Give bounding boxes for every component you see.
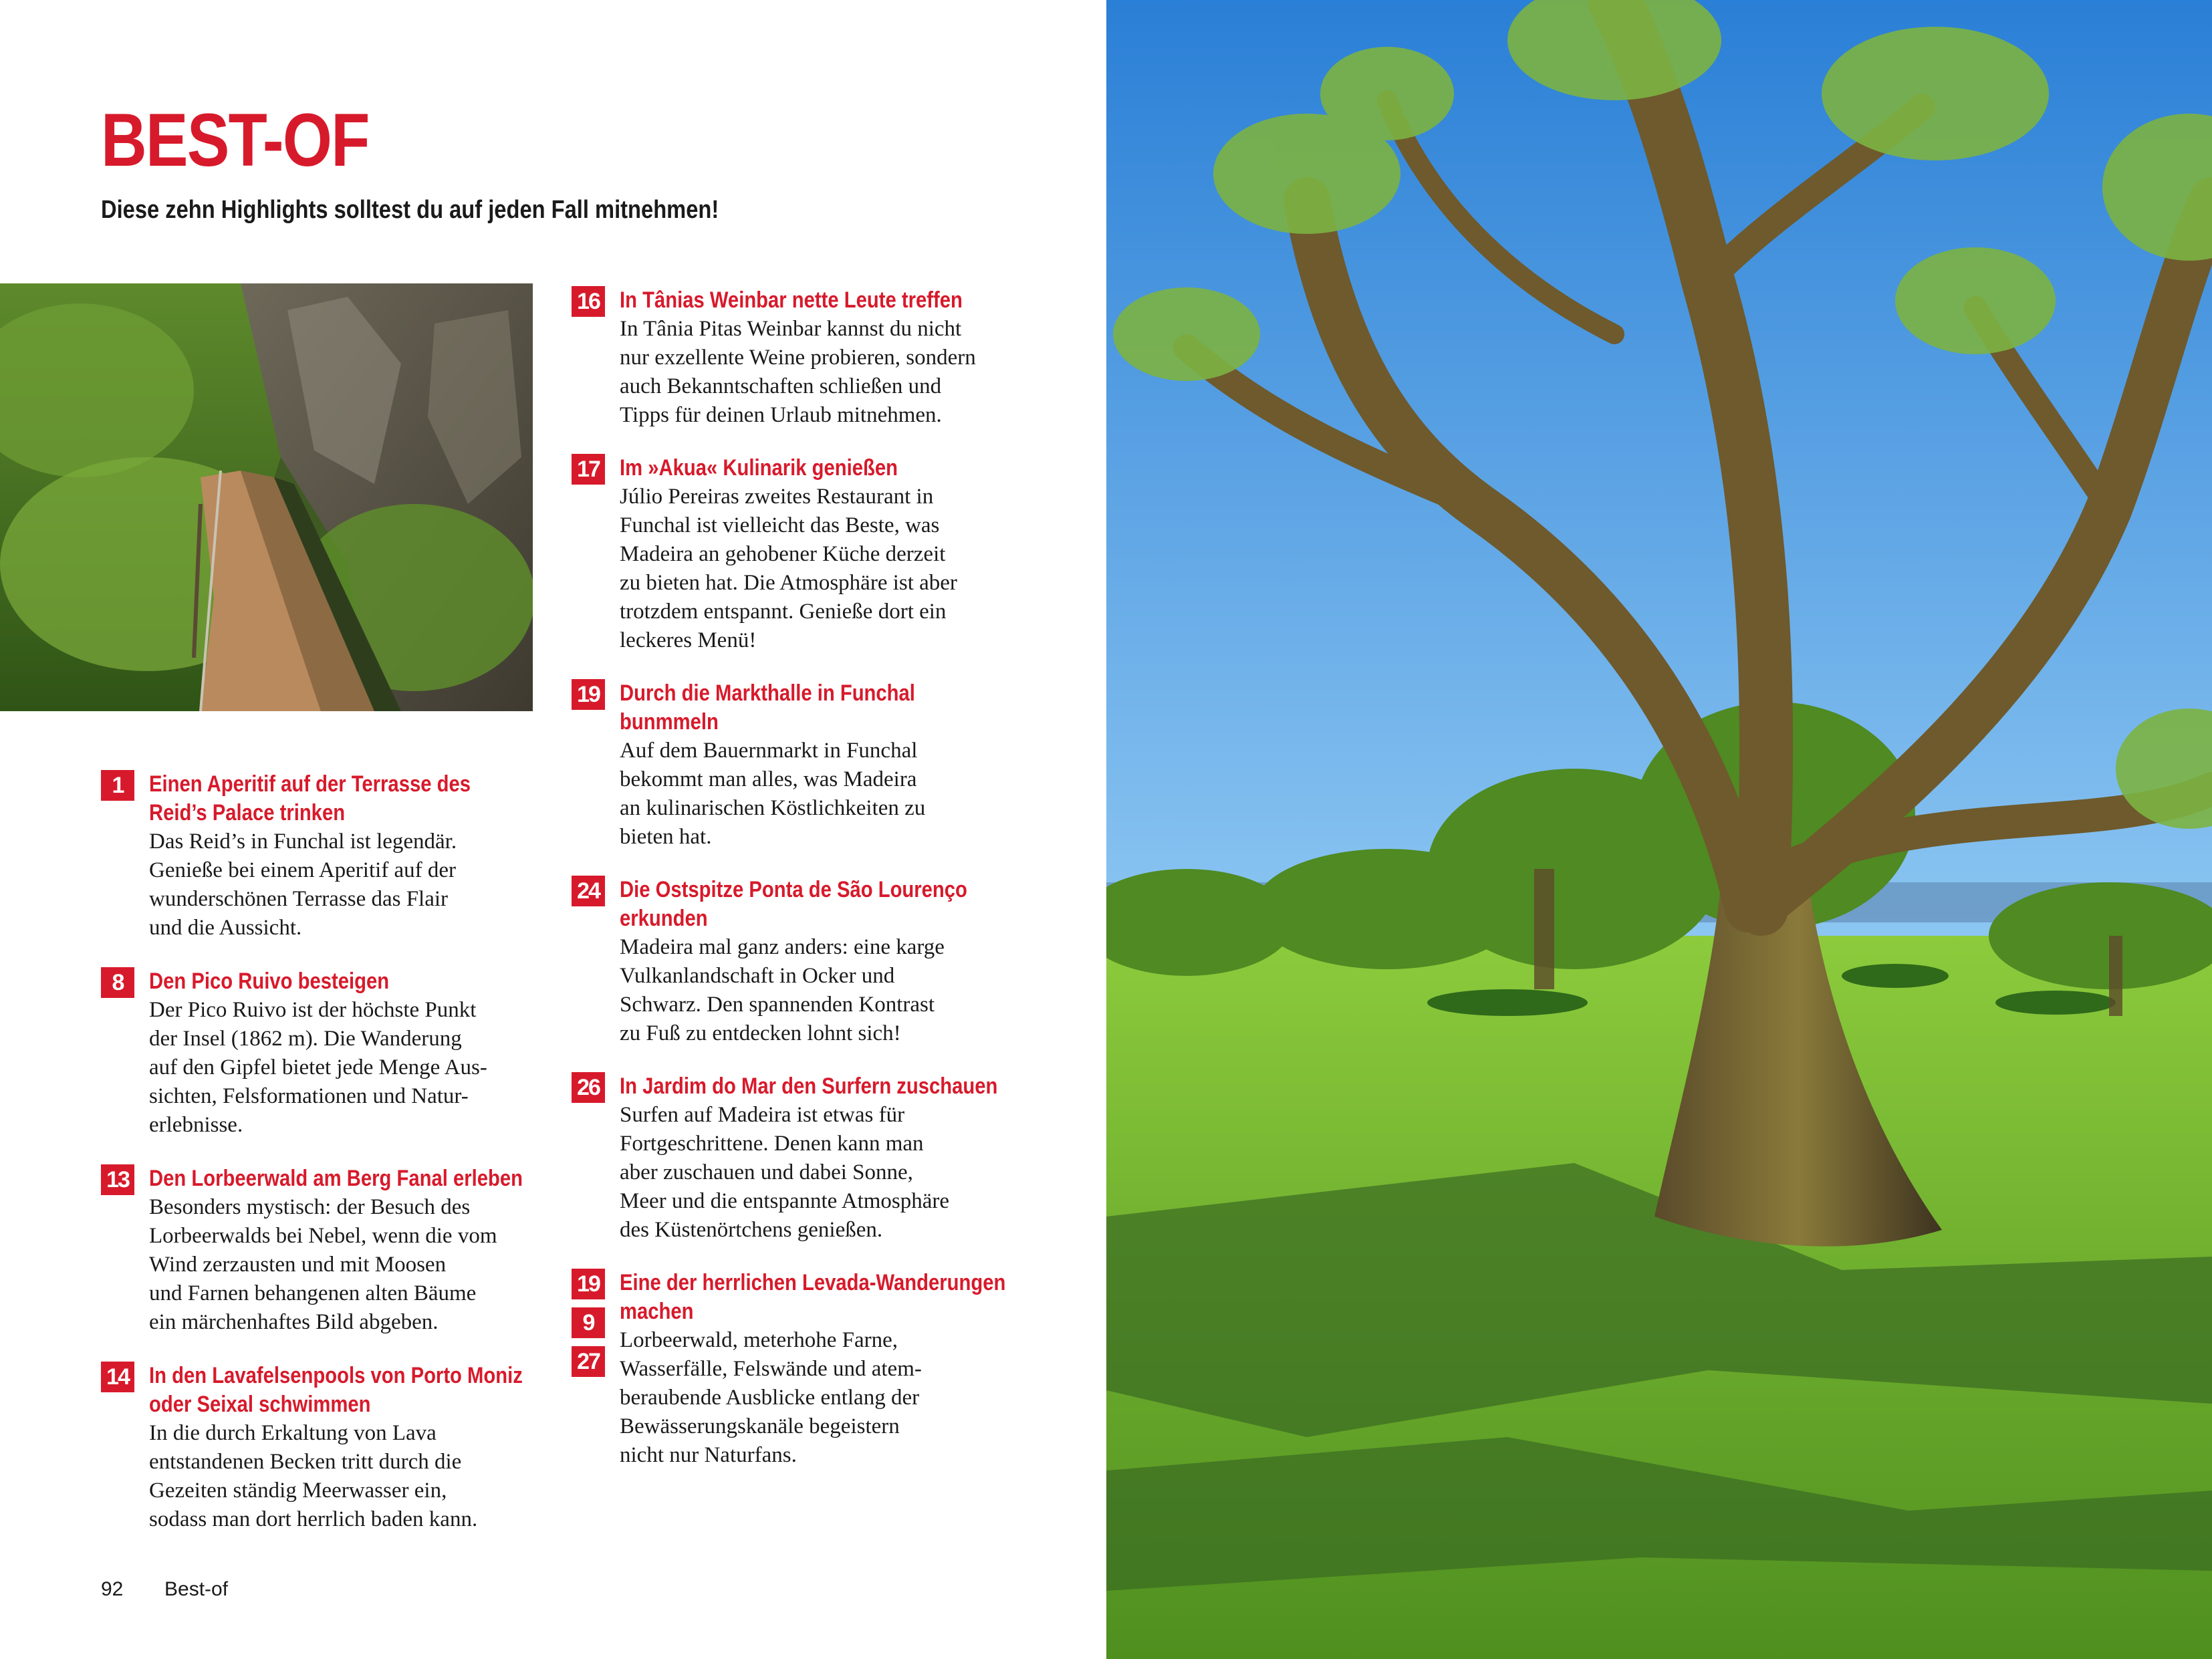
entry-title: In Jardim do Mar den Surfern zuschauen	[620, 1073, 998, 1099]
laurel-tree-illustration	[1106, 0, 2212, 1659]
entry-text: Auf dem Bauernmarkt in Funchal bekommt man alles, was Madeira an kulinarischen Köstlichkeiten zu bieten hat.	[620, 739, 926, 849]
right-page-photo	[1106, 0, 2212, 1659]
entry-number-badge: 19	[572, 679, 605, 710]
running-footer-section: Best-of	[164, 1578, 229, 1600]
entry-number-badge: 9	[572, 1307, 605, 1338]
entry-number-badge: 19	[572, 1269, 605, 1299]
highlight-entry	[101, 967, 542, 1140]
entry-text: In die durch Erkaltung von Lava entstandenen Becken tritt durch die Gezeiten ständig Meerwasser ein, sodass man dort herrlich baden kann.	[149, 1421, 478, 1531]
highlight-entry	[572, 876, 1013, 1048]
entry-title: In den Lavafelsenpools von Porto Moniz oder Seixal schwimmen	[149, 1363, 523, 1417]
entry-text: Madeira mal ganz anders: eine karge Vulkanlandschaft in Ocker und Schwarz. Den spannenden Kontrast zu Fuß zu entdecken lohnt sich!	[620, 935, 945, 1045]
highlight-entry	[572, 286, 1013, 430]
entry-text: Das Reid’s in Funchal ist legendär. Genieße bei einem Aperitif auf der wunderschönen Terrasse das Flair und die Aussicht.	[149, 830, 457, 940]
entry-number-badge: 26	[572, 1072, 605, 1103]
entry-number-badge: 17	[572, 454, 605, 485]
entry-text: In Tânia Pitas Weinbar kannst du nicht nur exzellente Weine probieren, sondern auch Bekanntschaften schließen und Tipps für deinen Urlaub mitnehmen.	[620, 317, 976, 427]
entry-number-badge: 16	[572, 286, 605, 317]
entry-number-badge: 14	[101, 1362, 134, 1392]
entry-text: Júlio Pereiras zweites Restaurant in Funchal ist vielleicht das Beste, was Madeira an gehobener Küche derzeit zu bieten hat. Die Atmosphäre ist aber trotzdem entspannt. Genieße dort ein leckeres Menü!	[620, 485, 957, 652]
highlights-column-left	[101, 770, 542, 1534]
entry-number-badge: 24	[572, 876, 605, 906]
highlight-entry	[101, 1164, 542, 1337]
highlight-entry	[101, 1362, 542, 1534]
highlight-entry	[572, 454, 1013, 655]
entry-text: Lorbeerwald, meterhohe Farne, Wasserfälle, Felswände und atem- beraubende Ausblicke entlang der Bewässerungskanäle begeistern nicht nur Naturfans.	[620, 1328, 922, 1467]
entry-number-badge: 8	[101, 967, 134, 998]
highlight-entry	[572, 1072, 1013, 1245]
entry-title: Durch die Markthalle in Funchal bunmmeln	[620, 680, 915, 735]
highlight-entry	[572, 679, 1013, 852]
entry-text: Besonders mystisch: der Besuch des Lorbeerwalds bei Nebel, wenn die vom Wind zerzausten und mit Moosen und Farnen behangenen alten Bäume ein märchenhaftes Bild abgeben.	[149, 1195, 497, 1334]
page-title: BEST-OF	[101, 98, 369, 182]
entry-title: Im »Akua« Kulinarik genießen	[620, 455, 898, 481]
entry-title: Den Lorbeerwald am Berg Fanal erleben	[149, 1166, 523, 1191]
entry-text: Surfen auf Madeira ist etwas für Fortgeschrittene. Denen kann man aber zuschauen und dabei Sonne, Meer und die entspannte Atmosphäre des Küstenörtchens genießen.	[620, 1103, 950, 1242]
entry-title: Eine der herrlichen Levada-Wanderungen machen	[620, 1270, 1006, 1324]
entry-number-badge: 1	[101, 770, 134, 801]
entry-text: Der Pico Ruivo ist der höchste Punkt der Insel (1862 m). Die Wanderung auf den Gipfel bietet jede Menge Aus- sichten, Felsformationen und Natur- erlebnisse.	[149, 998, 487, 1137]
levada-path-photo	[0, 283, 533, 711]
entry-number-badge: 27	[572, 1346, 605, 1377]
entry-title: In Tânias Weinbar nette Leute treffen	[620, 287, 963, 313]
page-number: 92	[101, 1578, 124, 1600]
entry-title: Einen Aperitif auf der Terrasse des Reid’s Palace trinken	[149, 771, 471, 825]
entry-title: Die Ostspitze Ponta de São Lourenço erkunden	[620, 877, 967, 931]
entry-number-badge: 13	[101, 1164, 134, 1195]
highlight-entry	[572, 1269, 1013, 1470]
page-subtitle: Diese zehn Highlights solltest du auf jeden Fall mitnehmen!	[101, 196, 719, 224]
highlight-entry	[101, 770, 542, 942]
levada-path-illustration	[0, 283, 533, 711]
highlights-column-right	[572, 286, 1013, 1470]
entry-title: Den Pico Ruivo besteigen	[149, 969, 390, 994]
